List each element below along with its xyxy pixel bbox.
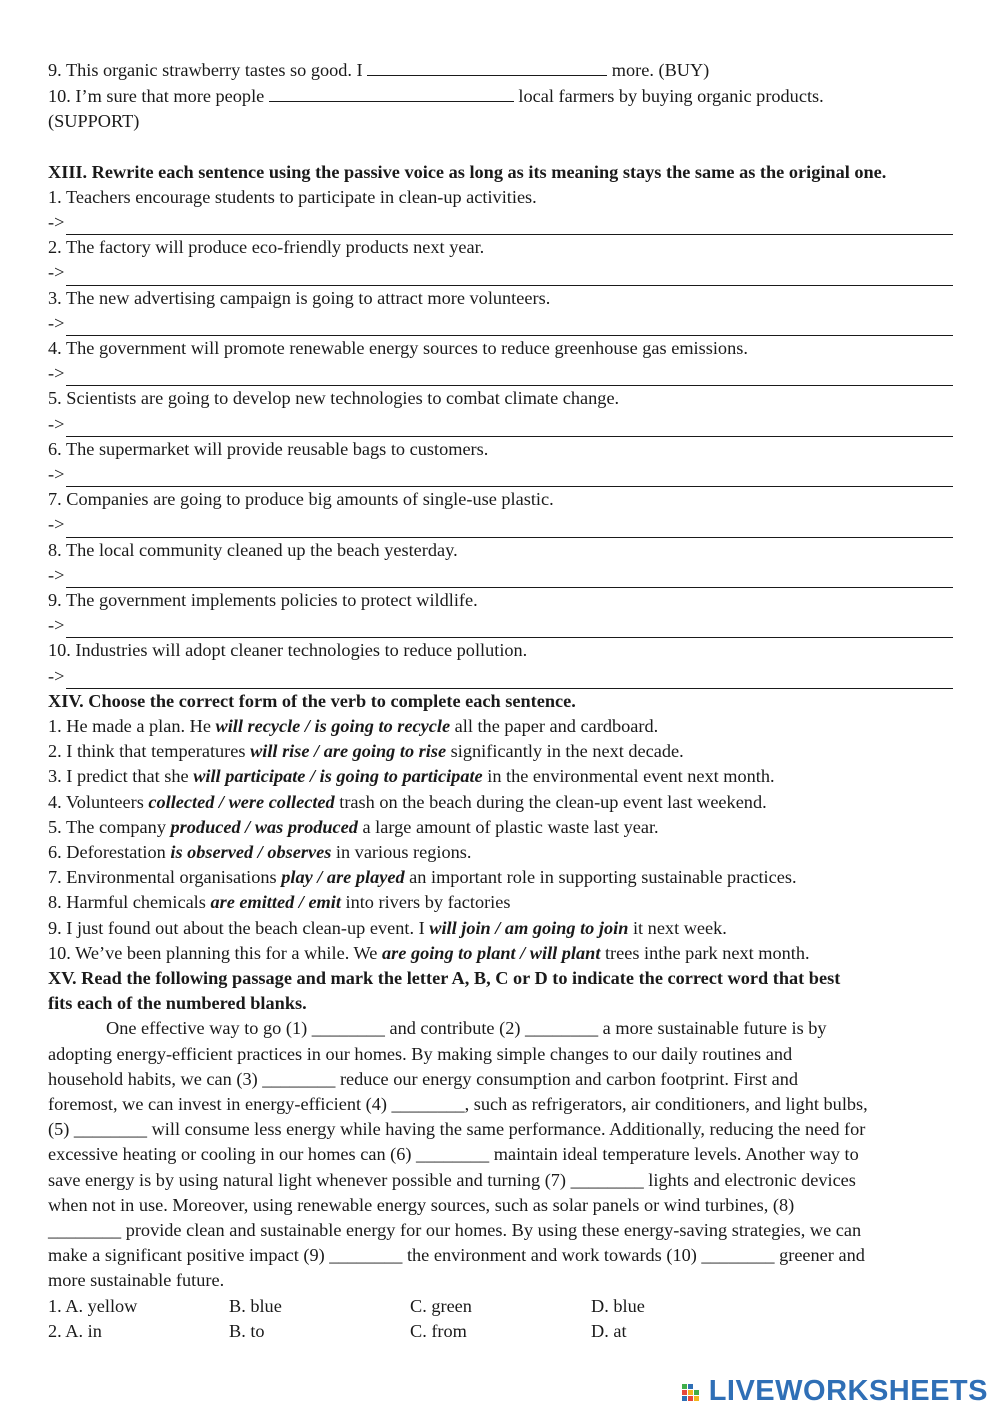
rewrite-question: 1. Teachers encourage students to participate in clean-up activities. bbox=[48, 186, 537, 207]
passage-text: ________ provide clean and sustainable energy for our homes. By using these energy-saving strategies, we can bbox=[48, 1219, 862, 1240]
passage-line bbox=[48, 1168, 953, 1193]
section-14-list bbox=[48, 714, 953, 966]
answer-field[interactable] bbox=[66, 569, 953, 588]
choice-option[interactable]: 1. A. yellow bbox=[48, 1295, 138, 1316]
passage-line bbox=[48, 1117, 953, 1142]
rewrite-answer-line bbox=[48, 462, 953, 487]
rewrite-question: 5. Scientists are going to develop new technologies to combat climate change. bbox=[48, 388, 620, 409]
verb-question-text: in the environmental event next month. bbox=[482, 766, 775, 787]
prev-q10-blank[interactable] bbox=[269, 83, 514, 102]
rewrite-question: 10. Industries will adopt cleaner technologies to reduce pollution. bbox=[48, 640, 528, 661]
rewrite-question: 8. The local community cleaned up the beach yesterday. bbox=[48, 539, 458, 560]
rewrite-question: 3. The new advertising campaign is going to attract more volunteers. bbox=[48, 287, 551, 308]
verb-question-text: trees inthe park next month. bbox=[600, 942, 810, 963]
verb-options[interactable]: are emitted / emit bbox=[210, 892, 341, 913]
answer-field[interactable] bbox=[66, 670, 953, 689]
section-15-choices bbox=[48, 1294, 953, 1344]
passage-line bbox=[48, 1243, 953, 1268]
choice-option[interactable]: D. blue bbox=[591, 1295, 645, 1316]
passage-text: make a significant positive impact (9) ________ the environment and work towards (10) ________ greener and bbox=[48, 1245, 865, 1266]
passage-text: more sustainable future. bbox=[48, 1270, 225, 1291]
answer-field[interactable] bbox=[66, 519, 953, 538]
passage-line bbox=[48, 1067, 953, 1092]
verb-question bbox=[48, 764, 953, 789]
verb-question-text: a large amount of plastic waste last year. bbox=[357, 816, 659, 837]
answer-arrow: -> bbox=[48, 514, 65, 535]
answer-field[interactable] bbox=[66, 468, 953, 487]
rewrite-answer-line bbox=[48, 210, 953, 235]
verb-question-text: 10. We’ve been planning this for a while. We bbox=[48, 942, 382, 963]
verb-options[interactable]: collected / were collected bbox=[148, 791, 335, 812]
verb-question-text: 8. Harmful chemicals bbox=[48, 892, 211, 913]
answer-arrow: -> bbox=[48, 615, 65, 636]
section-15-heading-line2: fits each of the numbered blanks. bbox=[48, 993, 307, 1014]
answer-field[interactable] bbox=[66, 267, 953, 286]
answer-arrow: -> bbox=[48, 212, 65, 232]
verb-question bbox=[48, 840, 953, 865]
verb-options[interactable]: is observed / observes bbox=[170, 841, 332, 862]
rewrite-question: 9. The government implements policies to protect wildlife. bbox=[48, 589, 478, 610]
verb-question-text: trash on the beach during the clean-up event last weekend. bbox=[334, 791, 767, 812]
rewrite-answer-line bbox=[48, 613, 953, 638]
prev-q10-after: local farmers by buying organic products. bbox=[518, 86, 824, 107]
choice-option[interactable]: D. at bbox=[591, 1320, 627, 1341]
answer-arrow: -> bbox=[48, 564, 65, 585]
choice-option[interactable]: 2. A. in bbox=[48, 1320, 102, 1341]
verb-question bbox=[48, 865, 953, 890]
rewrite-answer-line bbox=[48, 512, 953, 537]
prev-q10-continuation: (SUPPORT) bbox=[48, 111, 140, 132]
prev-q10-before: 10. I’m sure that more people bbox=[48, 86, 265, 107]
verb-question-text: 5. The company bbox=[48, 816, 171, 837]
passage-text: adopting energy-efficient practices in our homes. By making simple changes to our daily routines and bbox=[48, 1043, 793, 1064]
verb-options[interactable]: will participate / is going to participate bbox=[193, 766, 483, 787]
passage-line bbox=[48, 1016, 953, 1041]
verb-options[interactable]: are going to plant / will plant bbox=[382, 942, 601, 963]
answer-arrow: -> bbox=[48, 363, 65, 384]
choice-option[interactable]: B. to bbox=[229, 1320, 265, 1341]
verb-question-text: 2. I think that temperatures bbox=[48, 741, 251, 762]
verb-options[interactable]: will join / am going to join bbox=[429, 917, 629, 938]
choice-option[interactable]: B. blue bbox=[229, 1295, 282, 1316]
answer-field[interactable] bbox=[66, 418, 953, 437]
liveworksheets-name: LIVEWORKSHEETS bbox=[708, 1374, 988, 1407]
verb-question bbox=[48, 916, 953, 941]
verb-question bbox=[48, 739, 953, 764]
passage-line bbox=[48, 1193, 953, 1218]
verb-question-text: 7. Environmental organisations bbox=[48, 867, 282, 888]
rewrite-answer-line bbox=[48, 664, 953, 689]
answer-arrow: -> bbox=[48, 262, 65, 283]
rewrite-answer-line bbox=[48, 260, 953, 285]
liveworksheets-brand bbox=[681, 1374, 988, 1408]
worksheet-page bbox=[48, 57, 953, 1344]
answer-field[interactable] bbox=[66, 317, 953, 336]
choice-row bbox=[48, 1294, 953, 1319]
verb-question-text: 3. I predict that she bbox=[48, 766, 194, 787]
choice-row bbox=[48, 1319, 953, 1344]
answer-arrow: -> bbox=[48, 665, 65, 686]
passage-line bbox=[48, 1218, 953, 1243]
choice-option[interactable]: C. green bbox=[410, 1295, 472, 1316]
rewrite-answer-line bbox=[48, 412, 953, 437]
prev-q9-after: more. (BUY) bbox=[611, 60, 710, 80]
section-15-heading-line1: XV. Read the following passage and mark the letter A, B, C or D to indicate the correct word that best bbox=[48, 967, 841, 988]
section-13-list bbox=[48, 185, 953, 689]
answer-field[interactable] bbox=[66, 367, 953, 386]
rewrite-answer-line bbox=[48, 361, 953, 386]
verb-question-text: it next week. bbox=[628, 917, 727, 938]
verb-question-text: into rivers by factories bbox=[340, 892, 511, 913]
passage-line bbox=[48, 1268, 953, 1293]
rewrite-question: 7. Companies are going to produce big amounts of single-use plastic. bbox=[48, 489, 554, 510]
verb-question-text: 4. Volunteers bbox=[48, 791, 149, 812]
rewrite-question: 4. The government will promote renewable energy sources to reduce greenhouse gas emissions. bbox=[48, 337, 748, 358]
prev-question-9 bbox=[48, 57, 953, 83]
liveworksheets-logo-icon bbox=[681, 1376, 705, 1406]
passage-line bbox=[48, 1042, 953, 1067]
passage-text: when not in use. Moreover, using renewable energy sources, such as solar panels or wind turbines, (8) bbox=[48, 1194, 795, 1215]
verb-question bbox=[48, 941, 953, 966]
verb-question bbox=[48, 815, 953, 840]
prev-question-10 bbox=[48, 83, 953, 109]
rewrite-answer-line bbox=[48, 311, 953, 336]
answer-arrow: -> bbox=[48, 463, 65, 484]
verb-options[interactable]: will rise / are going to rise bbox=[250, 741, 447, 762]
answer-arrow: -> bbox=[48, 312, 65, 333]
verb-question-text: 1. He made a plan. He bbox=[48, 715, 216, 736]
verb-question-text: 6. Deforestation bbox=[48, 841, 171, 862]
choice-option[interactable]: C. from bbox=[410, 1320, 467, 1341]
verb-question-text: an important role in supporting sustainable practices. bbox=[404, 867, 797, 888]
passage-text: One effective way to go (1) ________ and contribute (2) ________ a more sustainable future is by bbox=[106, 1018, 827, 1039]
passage-text: save energy is by using natural light whenever possible and turning (7) ________ lights and electronic devices bbox=[48, 1169, 856, 1190]
verb-question-text: all the paper and cardboard. bbox=[450, 715, 659, 736]
answer-field[interactable] bbox=[66, 216, 953, 235]
verb-question bbox=[48, 790, 953, 815]
passage-line bbox=[48, 1092, 953, 1117]
answer-arrow: -> bbox=[48, 413, 65, 434]
verb-question-text: 9. I just found out about the beach clean-up event. I bbox=[48, 917, 430, 938]
passage-text: foremost, we can invest in energy-efficient (4) ________, such as refrigerators, air conditioners, and light bulbs, bbox=[48, 1093, 868, 1114]
verb-options[interactable]: will recycle / is going to recycle bbox=[215, 715, 451, 736]
section-13-heading: XIII. Rewrite each sentence using the passive voice as long as its meaning stays the same as the original one. bbox=[48, 161, 887, 182]
verb-question-text: in various regions. bbox=[331, 841, 472, 862]
answer-field[interactable] bbox=[66, 619, 953, 638]
verb-question bbox=[48, 714, 953, 739]
verb-question-text: significantly in the next decade. bbox=[446, 741, 684, 762]
rewrite-question: 6. The supermarket will provide reusable bags to customers. bbox=[48, 438, 489, 459]
passage-line bbox=[48, 1142, 953, 1167]
rewrite-answer-line bbox=[48, 563, 953, 588]
verb-options[interactable]: play / are played bbox=[281, 867, 405, 888]
prev-q9-before: 9. This organic strawberry tastes so good. I bbox=[48, 60, 363, 80]
rewrite-question: 2. The factory will produce eco-friendly products next year. bbox=[48, 237, 485, 258]
section-gap bbox=[48, 135, 953, 160]
section-14-heading: XIV. Choose the correct form of the verb to complete each sentence. bbox=[48, 690, 576, 711]
section-15-passage bbox=[48, 1016, 953, 1293]
passage-text: household habits, we can (3) ________ reduce our energy consumption and carbon footprint. First and bbox=[48, 1068, 799, 1089]
passage-text: (5) ________ will consume less energy while having the same performance. Additionally, reducing the need for bbox=[48, 1119, 866, 1140]
passage-text: excessive heating or cooling in our homes can (6) ________ maintain ideal temperature levels. Another way to bbox=[48, 1144, 859, 1165]
prev-q9-blank[interactable] bbox=[367, 57, 607, 76]
verb-options[interactable]: produced / was produced bbox=[170, 816, 358, 837]
verb-question bbox=[48, 890, 953, 915]
